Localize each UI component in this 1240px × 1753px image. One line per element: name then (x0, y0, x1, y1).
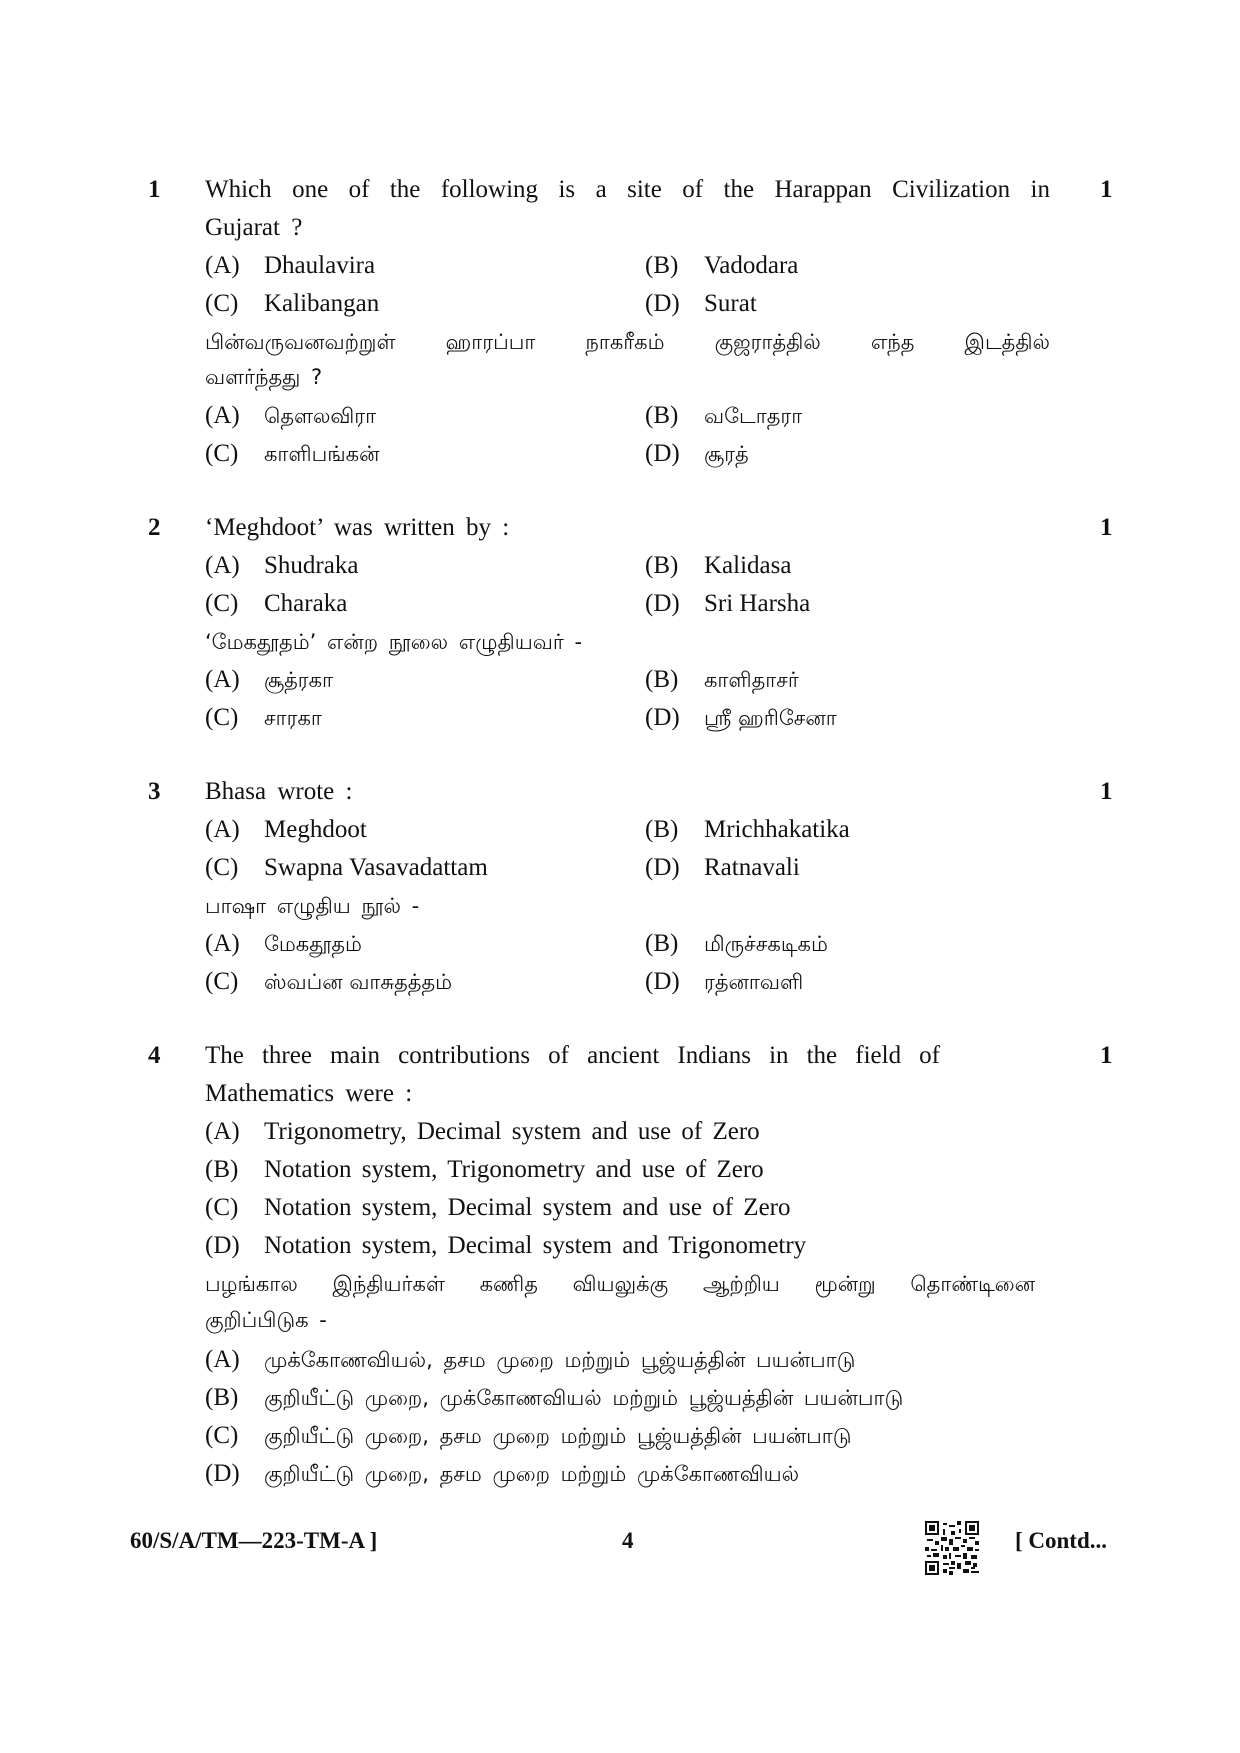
question-text-ta-line-2: வளர்ந்தது ? (205, 365, 323, 389)
option-d-en: (D) Ratnavali (645, 854, 800, 881)
question-text-en-line-1: ‘Meghdoot’ was written by : (205, 514, 510, 541)
question-marks: 1 (1100, 1042, 1113, 1069)
option-b-en: (B) Kalidasa (645, 552, 792, 579)
paper-code: 60/S/A/TM—223-TM-A ] (130, 1528, 378, 1553)
question-text-ta-line-1: பாஷா எழுதிய நூல் - (205, 894, 420, 918)
page-footer (0, 1521, 1240, 1565)
question-marks: 1 (1100, 778, 1113, 805)
option-b-ta: (B) காளிதாசர் (645, 666, 799, 693)
question-number: 4 (148, 1042, 161, 1069)
option-d-ta: (D) ஸ்ரீ ஹரிசேனா (645, 704, 837, 731)
option-b-ta: (B) மிருச்சகடிகம் (645, 930, 828, 957)
question-number: 1 (148, 176, 161, 203)
option-b-en: (B) Vadodara (645, 252, 799, 279)
option-c-ta: (C) சாரகா (205, 704, 322, 731)
question-text-ta-line-1: பின்வருவனவற்றுள் ஹாரப்பா நாகரீகம் குஜராத்தில் எந்த இடத்தில் (205, 330, 1050, 354)
question-text-ta-line-2: குறிப்பிடுக - (205, 1308, 327, 1332)
option-a-en: (A) Trigonometry, Decimal system and use of Zero (205, 1118, 760, 1145)
question-text-en-line-1: The three main contributions of ancient Indians in the field of (205, 1042, 940, 1069)
question-text-ta-line-1: ‘மேகதூதம்’ என்ற நூலை எழுதியவர் - (205, 630, 583, 654)
question-text-en-line-2: Mathematics were : (205, 1080, 413, 1107)
option-b-ta: (B) வடோதரா (645, 402, 803, 429)
question-marks: 1 (1100, 176, 1113, 203)
option-c-en: (C) Notation system, Decimal system and use of Zero (205, 1194, 791, 1221)
option-c-en: (C) Kalibangan (205, 290, 380, 317)
option-d-en: (D) Surat (645, 290, 757, 317)
option-d-en: (D) Notation system, Decimal system and Trigonometry (205, 1232, 807, 1259)
question-text-en-line-2: Gujarat ? (205, 214, 303, 241)
option-c-ta: (C) ஸ்வப்ன வாசுதத்தம் (205, 968, 453, 995)
option-c-ta: (C) காளிபங்கன் (205, 440, 380, 467)
option-d-en: (D) Sri Harsha (645, 590, 811, 617)
option-d-ta: (D) ரத்னாவளி (645, 968, 804, 995)
option-a-en: (A) Shudraka (205, 552, 359, 579)
option-b-en: (B) Mrichhakatika (645, 816, 850, 843)
option-d-ta: (D) குறியீட்டு முறை, தசம முறை மற்றும் முக்கோணவியல் (205, 1460, 800, 1487)
option-c-en: (C) Charaka (205, 590, 348, 617)
page-number: 4 (622, 1528, 634, 1553)
option-b-ta: (B) குறியீட்டு முறை, முக்கோணவியல் மற்றும் பூஜ்யத்தின் பயன்பாடு (205, 1384, 904, 1411)
option-c-en: (C) Swapna Vasavadattam (205, 854, 488, 881)
question-marks: 1 (1100, 514, 1113, 541)
option-a-en: (A) Meghdoot (205, 816, 367, 843)
question-text-en-line-1: Bhasa wrote : (205, 778, 353, 805)
option-d-ta: (D) சூரத் (645, 440, 749, 467)
question-number: 3 (148, 778, 161, 805)
qr-code-icon (925, 1521, 979, 1575)
option-a-ta: (A) முக்கோணவியல், தசம முறை மற்றும் பூஜ்யத்தின் பயன்பாடு (205, 1346, 856, 1373)
option-a-ta: (A) தௌலவிரா (205, 402, 377, 429)
question-number: 2 (148, 514, 161, 541)
option-a-ta: (A) மேகதூதம் (205, 930, 362, 957)
continued-label: [ Contd... (1015, 1528, 1108, 1553)
question-text-ta-line-1: பழங்கால இந்தியர்கள் கணித வியலுக்கு ஆற்றிய மூன்று தொண்டினை (205, 1272, 1035, 1296)
question-text-en-line-1: Which one of the following is a site of the Harappan Civilization in (205, 176, 1050, 203)
option-a-en: (A) Dhaulavira (205, 252, 376, 279)
option-c-ta: (C) குறியீட்டு முறை, தசம முறை மற்றும் பூஜ்யத்தின் பயன்பாடு (205, 1422, 852, 1449)
option-b-en: (B) Notation system, Trigonometry and use of Zero (205, 1156, 764, 1183)
option-a-ta: (A) சூத்ரகா (205, 666, 334, 693)
